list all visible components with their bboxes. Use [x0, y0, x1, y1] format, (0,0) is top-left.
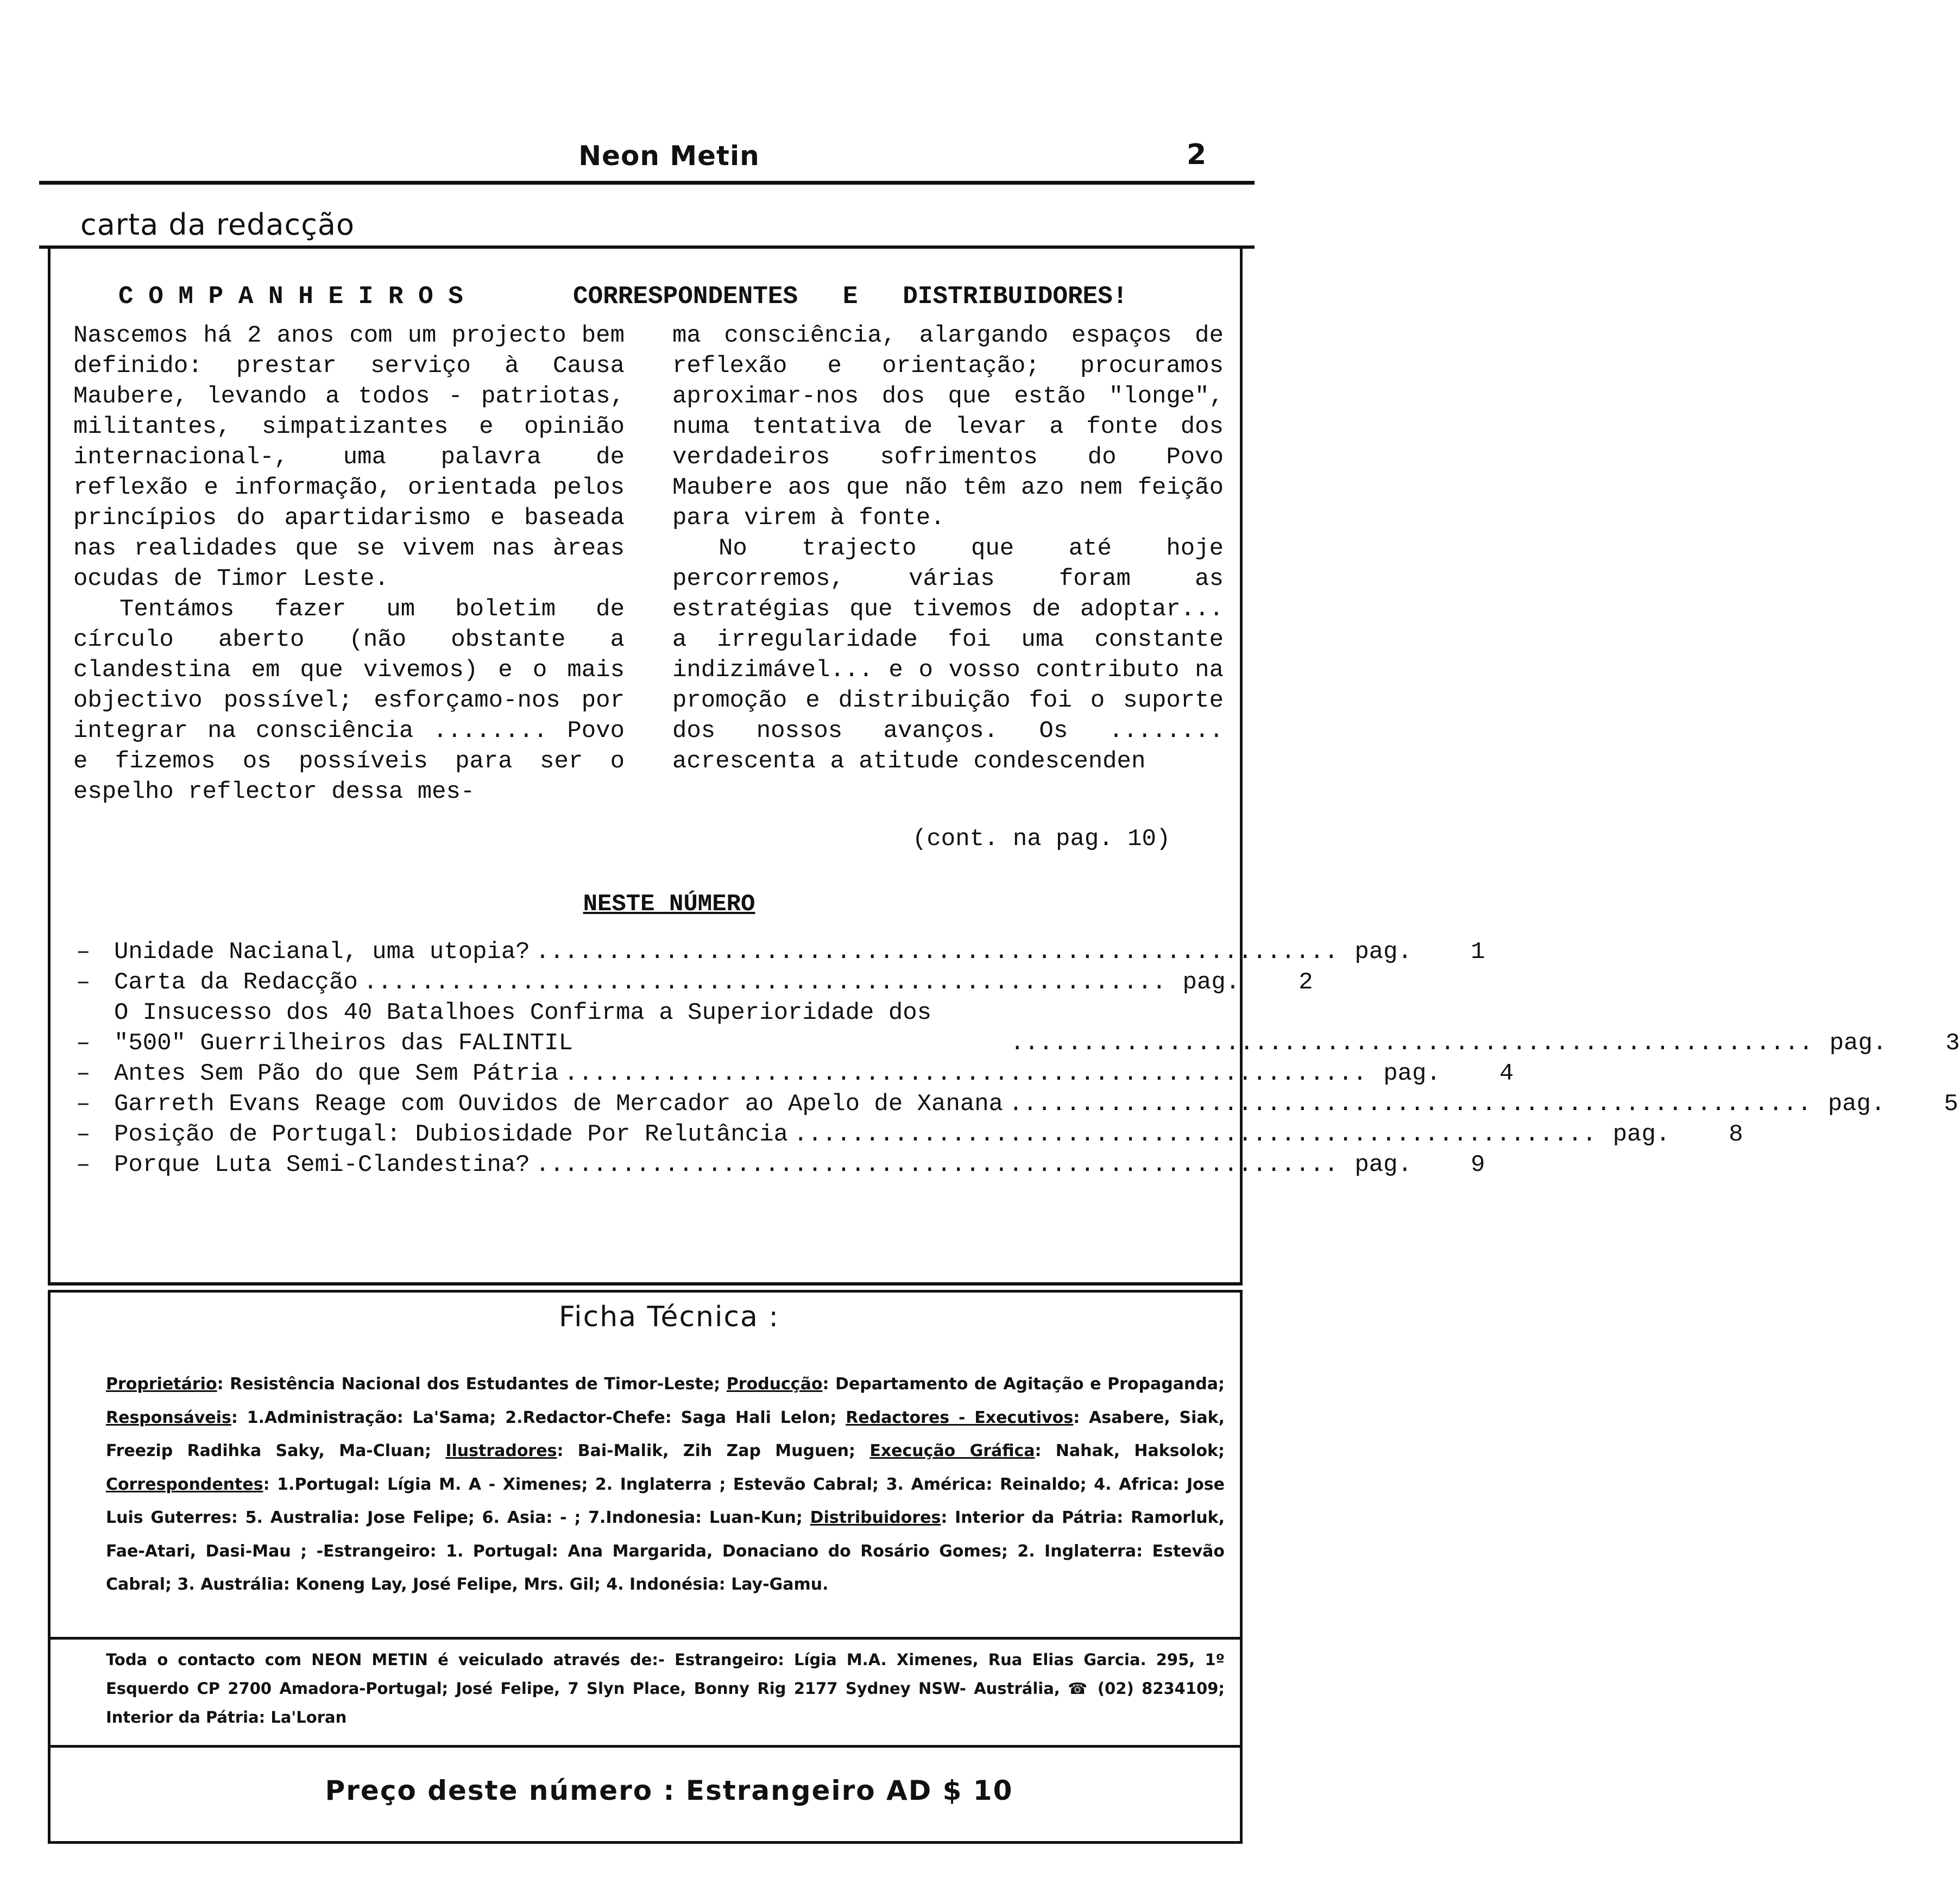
credit-text: : Nahak, Haksolok; [1035, 1441, 1225, 1460]
toc-item-pag: pag. [1612, 1121, 1671, 1148]
letter-paragraph: ma consciência, alargando espaços de reflexão e orientação; procuramos aproximar-nos dos que estão "longe", numa tentativa de levar a fonte dos verdadeiros sofrimentos do Povo Maubere aos que não têm azo nem feição para virem à fonte. [672, 322, 1224, 532]
letter-paragraph: No trajecto que até hoje percorremos, várias foram as estratégias que tivemos de adoptar... a irregularidade foi uma constante indizimável... e o vosso contributo na promoção e distribuição foi o suporte dos nossos avanços. Os ........ acrescenta a atitude condescenden [672, 535, 1224, 775]
toc-bullet: – [76, 1151, 91, 1179]
credit-label: Distribuidores [810, 1508, 941, 1527]
letter-column-right [672, 320, 1224, 777]
toc-item-title: O Insucesso dos 40 Batalhoes Confirma a Superioridade dos "500" Guerrilheiros das FALINTIL [114, 999, 932, 1057]
credits-block [106, 1368, 1225, 1602]
toc-bullet: – [76, 938, 91, 966]
continuation-note: (cont. na pag. 10) [912, 826, 1171, 853]
toc-item-page: 5 [1944, 1091, 1958, 1118]
credit-label: Ilustradores [445, 1441, 557, 1460]
toc-item-title: Porque Luta Semi-Clandestina? [114, 1151, 530, 1179]
toc-item-title: Posição de Portugal: Dubiosidade Por Relutância [114, 1121, 789, 1148]
credit-label: Responsáveis [106, 1408, 231, 1427]
toc-leader: ........................................................ [793, 1121, 1597, 1148]
toc-item-page: 1 [1470, 938, 1485, 966]
toc-item-title: Garreth Evans Reage com Ouvidos de Mercador ao Apelo de Xanana [114, 1091, 1004, 1118]
toc-item-pag: pag. [1829, 1030, 1887, 1057]
contact-block: Toda o contacto com NEON METIN é veiculado através de:- Estrangeiro: Lígia M.A. Ximenes, Rua Elias Garcia. 295, 1º Esquerdo CP 2700 Amadora-Portugal; José Felipe, 7 Slyn Place, Bonny Rig 2177 Sydney NSW- Austrália, ☎ (02) 8234109; Interior da Pátria: La'Loran [106, 1650, 1225, 1726]
credit-text: : Resistência Nacional dos Estudantes de Timor-Leste; [217, 1375, 727, 1394]
toc-heading: NESTE NÚMERO [583, 891, 755, 918]
salutation-right: CORRESPONDENTES E DISTRIBUIDORES! [573, 282, 1128, 311]
section-title: carta da redacção [80, 207, 355, 242]
toc-leader: ........................................................ [1009, 1091, 1812, 1118]
toc-list [76, 937, 1960, 1180]
toc-leader: ........................................................ [564, 1060, 1367, 1087]
toc-bullet: – [76, 1030, 91, 1057]
toc-leader: ........................................................ [535, 1151, 1339, 1179]
toc-item-pag: pag. [1354, 938, 1412, 966]
letter-paragraph: Nascemos há 2 anos com um projecto bem definido: prestar serviço à Causa Maubere, levando a todos - patriotas, militantes, simpatizantes e opinião internacional-, uma palavra de reflexão e informação, orientada pelos princípios do apartidarismo e baseada nas realidades que se vivem nas àreas ocudas de Timor Leste. [73, 322, 625, 593]
credit-text: : 1.Administração: La'Sama; 2.Redactor-Chefe: Saga Hali Lelon; [231, 1408, 846, 1427]
credit-label: Producção [726, 1375, 823, 1394]
toc-bullet: – [76, 969, 91, 996]
toc-item-pag: pag. [1182, 969, 1240, 996]
toc-item-pag: pag. [1354, 1151, 1412, 1179]
toc-leader: ........................................................ [535, 938, 1339, 966]
credit-label: Redactores - Executivos [846, 1408, 1074, 1427]
toc-item-title: Antes Sem Pão do que Sem Pátria [114, 1060, 559, 1087]
toc-item[interactable] [76, 1058, 1514, 1089]
page-number: 2 [1187, 138, 1207, 171]
toc-item-page: 8 [1729, 1121, 1743, 1148]
toc-item-title: Unidade Nacianal, uma utopia? [114, 938, 530, 966]
credit-text: : 1.Portugal: Lígia M. A - Ximenes; 2. Inglaterra ; Estevão Cabral; 3. América: Reinaldo; 4. Africa: Jose Luis Guterres: 5. Australia: Jose Felipe; 6. Asia: - ; 7.Indonesia: Luan-Kun; [106, 1474, 1225, 1527]
toc-bullet: – [76, 1091, 91, 1118]
price-divider [51, 1745, 1240, 1748]
letter-paragraph: Tentámos fazer um boletim de círculo aberto (não obstante a clandestina em que vivemos) e o mais objectivo possível; esforçamo-nos por integrar na consciência ........ Povo e fizemos os possíveis para ser o espelho reflector dessa mes- [73, 596, 625, 805]
credit-text: : Asabere, Siak, Freezip Radihka Saky, Ma-Cluan; [106, 1408, 1225, 1460]
toc-item-page: 2 [1299, 969, 1313, 996]
credits-divider [51, 1637, 1240, 1640]
toc-item[interactable] [76, 1089, 1958, 1119]
toc-item-title: Carta da Redacção [114, 969, 358, 996]
header-rule [39, 181, 1255, 185]
credit-text: : Departamento de Agitação e Propaganda; [822, 1375, 1225, 1394]
toc-item[interactable] [76, 937, 1485, 967]
credit-label: Proprietário [106, 1375, 217, 1394]
salutation-left: C O M P A N H E I R O S [118, 282, 463, 311]
toc-item-page: 4 [1499, 1060, 1514, 1087]
toc-item[interactable] [76, 998, 1960, 1058]
credit-text: : Interior da Pátria: Ramorluk, Fae-Atari, Dasi-Mau ; -Estrangeiro: 1. Portugal: Ana Margarida, Donaciano do Rosário Gomes; 2. Inglaterra: Estevão Cabral; 3. Austrália: Koneng Lay, José Felipe, Mrs. Gil; 4. Indonésia: Lay-Gamu. [106, 1508, 1225, 1594]
toc-leader: ........................................................ [1010, 1030, 1813, 1057]
toc-item-page: 3 [1945, 1030, 1960, 1057]
toc-item[interactable] [76, 967, 1313, 998]
toc-bullet: – [76, 1121, 91, 1148]
toc-item-pag: pag. [1827, 1091, 1886, 1118]
toc-item[interactable] [76, 1119, 1743, 1150]
letter-column-left [73, 320, 625, 807]
credit-label: Correspondentes [106, 1474, 263, 1494]
publication-title: Neon Metin [578, 140, 760, 172]
toc-leader: ........................................................ [363, 969, 1167, 996]
toc-item[interactable] [76, 1150, 1485, 1180]
credit-text: : Bai-Malik, Zih Zap Muguen; [557, 1441, 870, 1460]
ficha-tecnica-title: Ficha Técnica : [559, 1301, 779, 1333]
toc-bullet: – [76, 1060, 91, 1087]
price-line: Preço deste número : Estrangeiro AD $ 10 [325, 1775, 1013, 1806]
toc-item-pag: pag. [1383, 1060, 1441, 1087]
toc-item-page: 9 [1470, 1151, 1485, 1179]
credit-label: Execução Gráfica [869, 1441, 1035, 1460]
